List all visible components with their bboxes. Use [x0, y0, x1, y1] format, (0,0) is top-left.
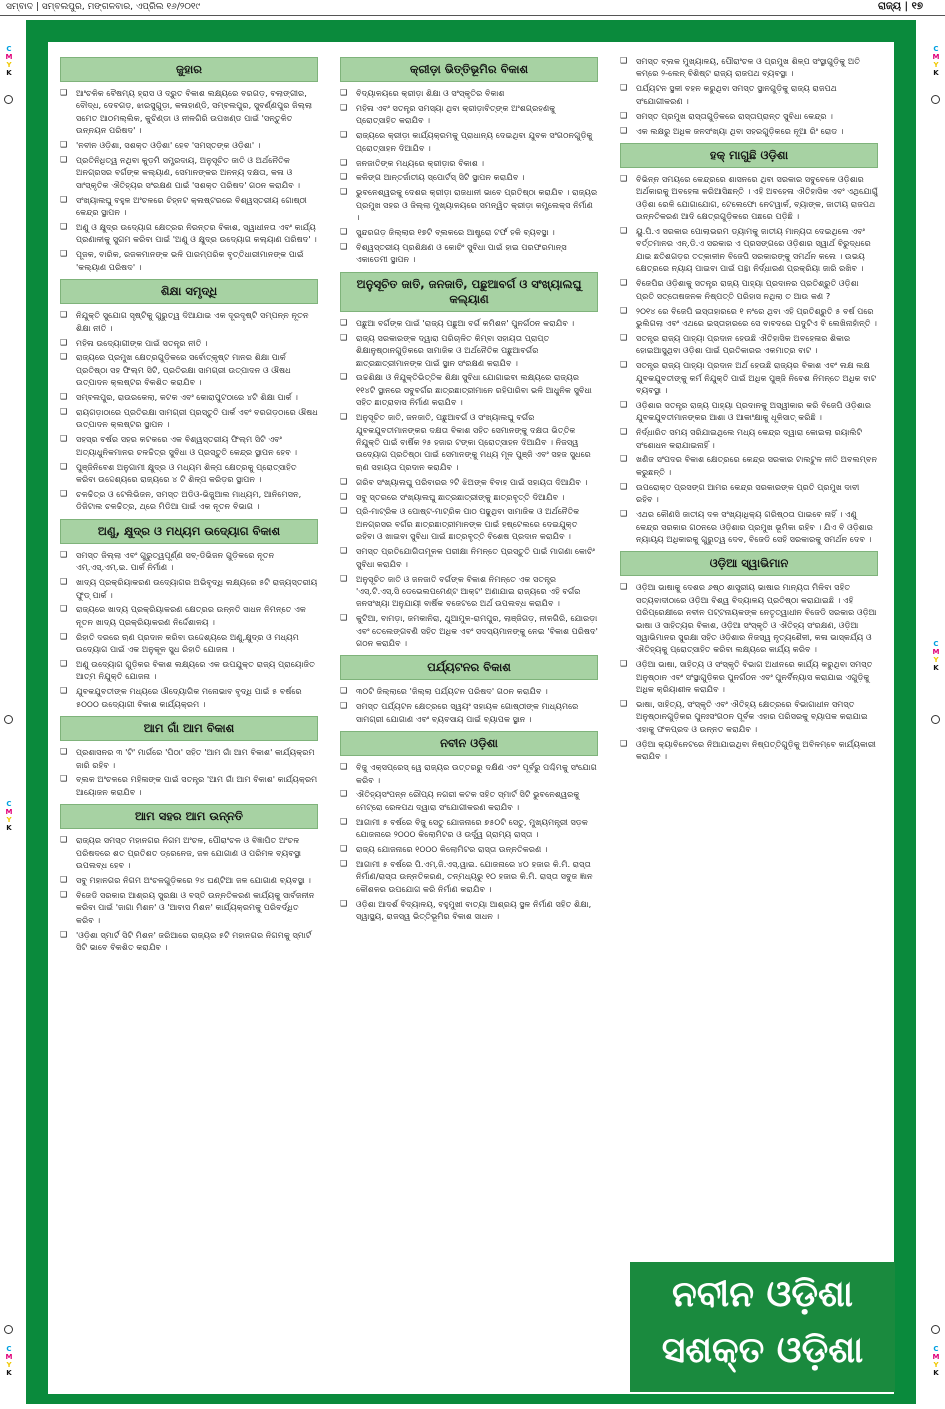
list-item: ❑ ଖାଦ୍ୟ ପ୍ରକ୍ରିୟାକରଣ ଉଦ୍ୟୋଗର ଅଭିବୃଦ୍ଧି ଲକ୍ଷ୍ୟରେ ୫ଟି ରାଜ୍ୟସ୍ତରୀୟ ଫୁଡ୍ ପାର୍କ ।: [60, 576, 318, 601]
list-item: ❑ ଜନଜାତିଙ୍କ ମଧ୍ୟରେ କ୍ରୀଡ଼ାର ବିକାଶ ।: [340, 157, 598, 169]
list-item: ❑ ଅଣୁ ଓ କ୍ଷୁଦ୍ର ଉଦ୍ୟୋଗ କ୍ଷେତ୍ରର ନିରନ୍ତର ବିକାଶ, ସ୍ୱାଧୀନତା ଏବଂ କାର୍ଯ୍ୟ ପ୍ରଣାଳୀକୁ ସୁଗମ କରିବା ପାଇଁ 'ଅଣୁ ଓ କ୍ଷୁଦ୍ର ଉଦ୍ୟୋଗ କଲ୍ୟାଣ ପରିଷଦ' ।: [60, 221, 318, 246]
section-heading: ହକ୍ ମାଗୁଛି ଓଡ଼ିଶା: [620, 143, 878, 168]
list-item: ❑ ଆଗାମୀ ୫ ବର୍ଷରେ ବିଜୁ ସେତୁ ଯୋଜନାରେ ୭୫୦ଟି ସେତୁ, ମୁଖ୍ୟମନ୍ତ୍ରୀ ସଡ଼କ ଯୋଜନାରେ ୨୦୦୦ କିଲୋମିଟର ଓ ଉର୍ଦ୍ଧ୍ୱ ଗ୍ରାମ୍ୟ ରାସ୍ତା ।: [340, 816, 598, 841]
list-item: ❑ ସହସ୍ର ବର୍ଷର ସହର କଟକରେ ଏକ ବିଶ୍ୱସ୍ତରୀୟ ଫିଲ୍ମ ସିଟି ଏବଂ ଅତ୍ୟାଧୁନିକମାନର ଚଳଚ୍ଚିତ୍ର ସୁବିଧା ଓ ପ୍ରସ୍ତୁତି କେନ୍ଦ୍ର ସ୍ଥାପନ ହେବ ।: [60, 433, 318, 458]
list-item: ❑ ଓଡ଼ିଶାର ସତନ୍ତ୍ର ରାଜ୍ୟ ପାହ୍ୟା ପ୍ରଦାନକୁ ଅସ୍ୱୀକାର କରି ବିଜେପି ଓଡ଼ିଶାର ଯୁବକଯୁବତୀମାନଙ୍କର ଆଶା ଓ ଆକାଂକ୍ଷାକୁ ଧୂଳିସାତ୍ କରିଛି ।: [620, 399, 878, 424]
list-item: ❑ ବିଭିନ୍ନ ସମୟରେ କେନ୍ଦ୍ରରେ ଶାସନରେ ଥିବା ସରକାର ସବୁବେଳେ ଓଡ଼ିଶାର ଅର୍ଥକାରକୁ ଅବହେଳା କରିଆସିଛନ୍ତି । ଏହି ଅବହେଳା ଐତିହାସିକ ଏବଂ ଏଥିଯୋଗୁଁ ଓଡ଼ିଶା ରେଳି ଯୋଗାଯୋଗ, ଟେଲେଫୋ ନେଟୱାର୍କ, ବ୍ୟାଙ୍କ, ଜାତୀୟ ରାଜପଥ ଉନ୍ନତିକରଣ ଆଦି କ୍ଷେତ୍ରଗୁଡ଼ିକରେ ପଛରେ ପଡ଼ିଛି ।: [620, 173, 878, 223]
registration-mark-icon: [931, 1325, 940, 1334]
section-heading: ପର୍ଯ୍ୟଟନର ବିକାଶ: [340, 655, 598, 680]
registration-mark-icon: [4, 1325, 13, 1334]
slogan-line-2: ସଶକ୍ତ ଓଡ଼ିଶା: [661, 1330, 864, 1371]
list-item: ❑ ସଂଖ୍ୟାଲଘୁ ବହୁଳ ଅଂଚଳରେ ଚିହ୍ନଟ କ୍ଲଷ୍ଟରରେ ବିଶ୍ୱସ୍ତରୀୟ ଗୋଷ୍ଠୀ କେନ୍ଦ୍ର ସ୍ଥାପନ ।: [60, 194, 318, 219]
list-item: ❑ ସମସ୍ତ ବ୍ଲକ ମୁଖ୍ୟାଳୟ, ପୌରାଂଚଳ ଓ ପ୍ରମୁଖ ଶିଳ୍ପ ସଂସ୍ଥାଗୁଡ଼ିକୁ ଅତି କମ୍ରେ ୨-ଲେନ୍ ବିଶିଷ୍ଟ ରାଜ୍ୟ ରାଜପଥ ବ୍ୟବସ୍ଥା ।: [620, 55, 878, 80]
list-item: ❑ ଐତିହ୍ୟସଂପନ୍ନ ରୌପ୍ୟ ନଗରୀ କଟକ ସହିତ ସ୍ମାର୍ଟ ସିଟି ଭୁବନେଶ୍ୱରକୁ ମେଟ୍ରୋ ରେଳପଥ ଦ୍ୱାରା ସଂଯୋଗୀକରଣ କରାଯିବ ।: [340, 788, 598, 813]
list-item: ❑ କଳିଙ୍ଗ ଆନ୍ତର୍ଜାତୀୟ ସ୍ପୋର୍ଟସ୍ ସିଟି ସ୍ଥାପନ କରାଯିବ ।: [340, 171, 598, 183]
section-heading: ଆମ ସହର ଆମ ଉନ୍ନତି: [60, 804, 318, 829]
section-heading: କ୍ରୀଡ଼ା ଭିତ୍ତିଭୂମିର ବିକାଶ: [340, 57, 598, 82]
list-item: ❑ ସତନ୍ତ୍ର ରାଜ୍ୟ ପାହ୍ୟା ପ୍ରଦାନ ଅର୍ଥ ହେଉଛି ରାଜ୍ୟର ବିକାଶ ଏବଂ ଲକ୍ଷ ଲକ୍ଷ ଯୁବକଯୁବତୀଙ୍କୁ କର୍ମ ନିଯୁକ୍ତି ପାଇଁ ଅଧିକ ପୁଞ୍ଜି ନିବେଶ ନିମନ୍ତେ ଅଧିକ ବାଟ ବ୍ୟବସ୍ଥା ।: [620, 359, 878, 396]
list-item: ❑ ପୂଜକ, ବାରିକ, ରଜକମାନଙ୍କ ଭଳି ପାରମ୍ପରିକ ବୃତ୍ତିଧାରୀମାନଙ୍କ ପାଇଁ 'କଲ୍ୟାଣ ପରିଷଦ' ।: [60, 248, 318, 273]
list-item: ❑ ଭାଷା, ସାହିତ୍ୟ, ସଂସ୍କୃତି ଏବଂ ଐତିହ୍ୟ କ୍ଷେତ୍ରରେ ବିଭାଗାଧୀନ ସମସ୍ତ ଅନୁଷ୍ଠାନଗୁଡ଼ିକର ପୁନଃସଂଗଠନ ପୂର୍ବକ ଏହାର ପରିସରକୁ ବ୍ୟାପକ କରାଯାଇ ଏହାକୁ ଫଳପ୍ରଦ ଓ ଉନ୍ନତ କରାଯିବ ।: [620, 698, 878, 735]
list-item: ❑ ଏଥର କୌଣସି ଜାତୀୟ ଦଳ ସଂଖ୍ୟାଧିକ୍ୟ ଗରିଷ୍ଠତା ପାଇବେ ନାହିଁ । ଏଣୁ କେନ୍ଦ୍ର ସରକାର ଗଠନରେ ଓଡ଼ିଶାର ପ୍ରମୁଖ ଭୂମିକା ରହିବ । ଯିଏ ବି ଓଡ଼ିଶାର ନ୍ୟାୟ୍ୟ ଅଧିକାରକୁ ଗୁରୁତ୍ୱ ଦେବ, ବିଜେଡି ସେହି ସରକାରକୁ ସମର୍ଥନ ଦେବ ।: [620, 508, 878, 545]
list-item: ❑ ଅଣୁ ଉଦ୍ୟୋଗ ଗୁଡ଼ିକର ବିକାଶ ଲକ୍ଷ୍ୟରେ ଏକ ଉପଯୁକ୍ତ ରାଜ୍ୟ ପ୍ରାୟୋଜିତ ଆତ୍ମ ନିଯୁକ୍ତି ଯୋଜନା ।: [60, 658, 318, 683]
cmyk-color-bar: C M Y K: [932, 1345, 940, 1377]
list-item: ❑ ପ୍ରଶାସନର ୩ 'ଟି' ମାର୍ଗରେ 'ପିଠା' ସହିତ 'ଆମ ଗାଁ ଆମ ବିକାଶ' କାର୍ଯ୍ୟକ୍ରମ ଜାରି ରହିବ ।: [60, 746, 318, 771]
bullet-list: [60, 309, 318, 513]
list-item: ❑ ବିଜୁ ଏକ୍ସପ୍ରେସ୍ ୱେ ରାଜ୍ୟର ଉତ୍ତରରୁ ଦକ୍ଷିଣ ଏବଂ ପୂର୍ବରୁ ପଶ୍ଚିମକୁ ସଂଯୋଗ କରିବ ।: [340, 761, 598, 786]
list-item: ❑ ସମସ୍ତ ପ୍ରତିଯୋଗିତାମୂଳକ ପରୀକ୍ଷା ନିମନ୍ତେ ପ୍ରସ୍ତୁତି ପାଇଁ ମାଗଣା କୋଚିଂ ସୁବିଧା କରାଯିବ ।: [340, 545, 598, 570]
header-page-number: ରାଜ୍ୟ | ୧୭: [877, 1, 923, 12]
section-heading: ଜୁହାର: [60, 57, 318, 82]
list-item: ❑ ସମସ୍ତ ଜିଲ୍ଲା ଏବଂ ଗୁରୁତ୍ୱପୂର୍ଣ୍ଣ ସବ୍-ଡିଭିଜନ ଗୁଡ଼ିକରେ ନୂତନ ଏମ୍.ଏସ୍.ଏମ୍.ଇ. ପାର୍କ ନିର୍ମାଣ ।: [60, 549, 318, 574]
list-item: ❑ ଭୁବନେଶ୍ୱରକୁ ଦେଶର କ୍ରୀଡ଼ା ରାଜଧାନୀ ଭାବେ ପ୍ରତିଷ୍ଠା କରାଯିବ । ରାଜ୍ୟର ପ୍ରମୁଖ ସହର ଓ ଜିଲ୍ଲା ମୁଖ୍ୟାଳୟରେ ସମନ୍ୱିତ କ୍ରୀଡ଼ା କମ୍ପ୍ଲେକ୍ସ ନିର୍ମାଣ ।: [340, 186, 598, 223]
list-item: ❑ ରାଜ୍ୟରେ କ୍ରୀଡ଼ା କାର୍ଯ୍ୟକ୍ରମକୁ ପ୍ରାଧାନ୍ୟ ଦେଇଥିବା ଯୁବକ ସଂଗଠନଗୁଡ଼ିକୁ ପ୍ରୋତ୍ସାହନ ଦିଆଯିବ ।: [340, 129, 598, 154]
list-item: ❑ ପୁଞ୍ଜିନିବେଶ ଅନୁଗାମୀ କ୍ଷୁଦ୍ର ଓ ମଧ୍ୟମ ଶିଳ୍ପ କ୍ଷେତ୍ରକୁ ପ୍ରୋତ୍ସାହିତ କରିବା ଉଦ୍ଦେଶ୍ୟରେ ରାଜ୍ୟରେ ୪ ଟି ଶିଳ୍ପ କରିଡ଼ର ସ୍ଥାପନ ।: [60, 461, 318, 486]
list-item: ❑ ଆଗାମୀ ୫ ବର୍ଷରେ ପି.ଏମ୍.ଜି.ଏସ୍.ୱାଇ. ଯୋଜନାରେ ୪୦ ହଜାର କି.ମି. ରାସ୍ତା ନିର୍ମାଣ/ରାସ୍ତା ଉନ୍ନତିକରଣ, ତନ୍ମଧ୍ୟରୁ ୧୦ ହଜାର କି.ମି. ରାସ୍ତା ସବୁଜ ଜ୍ଞାନ କୌଶଳର ଉପଯୋଗ କରି ନିର୍ମାଣ କରାଯିବ ।: [340, 858, 598, 895]
list-item: ❑ ବିଶ୍ୱସ୍ତରୀୟ ପ୍ରଶିକ୍ଷଣ ଓ କୋଚିଂ ସୁବିଧା ପାଇଁ ହାଇ ପରଫରମାନ୍ସ ଏକାଡେମୀ ସ୍ଥାପନ ।: [340, 241, 598, 266]
list-item: ❑ ନିର୍ଦ୍ଧାରିତ ସମୟ ସରିଯାଇଥିଲେ ମଧ୍ୟ କେନ୍ଦ୍ର ଦ୍ୱାରା କୋଇଲା ରୟାଲିଟି ସଂଶୋଧନ କରାଯାଇନାହିଁ ।: [620, 426, 878, 451]
list-item: ❑ ସମସ୍ତ ପର୍ଯ୍ୟଟନ କ୍ଷେତ୍ରରେ ସ୍ୱୟଂ ସହାୟକ ଗୋଷ୍ଠୀଙ୍କ ମାଧ୍ୟମରେ ସାମଗ୍ରୀ ଯୋଗାଣ ଏବଂ ବ୍ୟବସାୟ ପାଇଁ ବ୍ୟାପକ ସ୍ଥାନ ।: [340, 700, 598, 725]
header-rule: [0, 15, 945, 16]
bullet-list: [620, 581, 878, 762]
list-item: ❑ ଉପରୋକ୍ତ ପ୍ରସଙ୍ଗ ଆମର କେନ୍ଦ୍ର ସରକାରଙ୍କ ପ୍ରତି ପ୍ରମୁଖ ଦାବୀ ରହିବ ।: [620, 481, 878, 506]
list-item: ❑ ସବୁ ସ୍ତରରେ ସଂଖ୍ୟାଲଘୁ ଛାତ୍ରଛାତ୍ରୀଙ୍କୁ ଛାତ୍ରବୃତ୍ତି ଦିଆଯିବ ।: [340, 491, 598, 503]
list-item: ❑ ଯୁବକଯୁବତୀଙ୍କ ମଧ୍ୟରେ ଔଦ୍ୟୋଗିକ ମନୋଭାବ ବୃଦ୍ଧି ପାଇଁ ୫ ବର୍ଷରେ ୫୦୦୦ ଉଦ୍ୟୋଗୀ ବିକାଶ କାର୍ଯ୍ୟକ୍ରମ ।: [60, 685, 318, 710]
list-item: ❑ ରିହାତି ଦରରେ ଋଣ ପ୍ରଦାନ କରିବା ଉଦ୍ଦେଶ୍ୟରେ ଅଣୁ,କ୍ଷୁଦ୍ର ଓ ମଧ୍ୟମ ଉଦ୍ୟୋଗ ପାଇଁ ଏକ ଅନୁକୂଳ ସୁଧ ରିହାତି ଯୋଜନା ।: [60, 631, 318, 656]
list-item: ❑ ସମସ୍ତ ପ୍ରମୁଖ ରାସ୍ତାଗୁଡ଼ିକରେ ରାସ୍ତାପ୍ରାନ୍ତ ସୁବିଧା କେନ୍ଦ୍ର ।: [620, 110, 878, 122]
list-item: ❑ ଓଡ଼ିଆ ଭାଷାକୁ ଦେଶର ୬ଷ୍ଠ ଶାସ୍ତ୍ରୀୟ ଭାଷାର ମାନ୍ୟତା ମିଳିବା ସହିତ ସତ୍ୟବାଦୀଠାରେ ଓଡ଼ିଆ ବିଶ୍ୱ ବିଦ୍ୟାଳୟ ପ୍ରତିଷ୍ଠା କରାଯାଇଛି । ଏହି ପରିପ୍ରେକ୍ଷୀରେ ନବୀନ ପଟ୍ଟନାୟକଙ୍କ ନେତୃତ୍ୱାଧୀନ ବିଜେଡି ସରକାର ଓଡ଼ିଆ ଭାଷା ଓ ସାହିତ୍ୟର ବିକାଶ, ଓଡ଼ିଆ ସଂସ୍କୃତି ଓ ଐତିହ୍ୟ ସଂରକ୍ଷଣ, ଓଡ଼ିଆ ସ୍ୱାଭିମାନର ସୁରକ୍ଷା ସହିତ ଓଡ଼ିଶାର ନିଜସ୍ୱ ନୃତ୍ୟଶୈଳୀ, କଳା ଭାସ୍କର୍ଯ୍ୟ ଓ ଐତିହ୍ୟକୁ ପ୍ରୋତ୍ସାହିତ କରିବା ଲକ୍ଷ୍ୟରେ କାର୍ଯ୍ୟ କରିବ ।: [620, 581, 878, 655]
list-item: ❑ ଚଳଚ୍ଚିତ୍ର ଓ ଟେଲିଭିଜନ, ସମସ୍ତ ଅଡିଓ-ଭିଜୁଆଲ ମାଧ୍ୟମ, ଆନିମେସନ, ଡିଜିଟାଲ ଚଳଚ୍ଚିତ୍ର, ଥ୍ରେ ମିଡିଆ ପାଇଁ ଏକ ନୂତନ ବିଭାଗ ।: [60, 488, 318, 513]
article-column-3: [620, 55, 878, 769]
list-item: ❑ ନିଯୁକ୍ତି ସୁଯୋଗ ସୃଷ୍ଟିକୁ ଗୁରୁତ୍ୱ ଦିଆଯାଇ ଏକ ଦୂରଦୃଷ୍ଟି ସମ୍ପନ୍ନ ନୂତନ ଶିକ୍ଷା ନୀତି ।: [60, 309, 318, 334]
article-column-1: [60, 55, 318, 959]
list-item: ❑ ସତନ୍ତ୍ର ରାଜ୍ୟ ପାହ୍ୟା ପ୍ରଦାନ ହେଉଛି ଐତିହାସିକ ଅବହେଳାର ଶିକାର ହୋଇଆସୁଥିବା ଓଡ଼ିଶା ପାଇଁ ପ୍ରତିକାରର ଏକମାତ୍ର ବାଟ ।: [620, 332, 878, 357]
section-heading: ଆମ ଗାଁ ଆମ ବିକାଶ: [60, 716, 318, 741]
section-heading: ଓଡ଼ିଆ ସ୍ୱାଭିମାନ: [620, 551, 878, 576]
section-heading: ଅଣୁ, କ୍ଷୁଦ୍ର ଓ ମଧ୍ୟମ ଉଦ୍ୟୋଗ ବିକାଶ: [60, 519, 318, 544]
cmyk-color-bar: C M Y K: [5, 800, 13, 832]
slogan-line-1: ନବୀନ ଓଡ଼ିଶା: [671, 1274, 853, 1315]
list-item: ❑ ସବୁ ମହାନଗର ନିଗମ ଅଂଚଳଗୁଡ଼ିକରେ ୨୪ ଘଣ୍ଟିଆ ଜଳ ଯୋଗାଣ ବ୍ୟବସ୍ଥା ।: [60, 874, 318, 886]
list-item: ❑ ସମ୍ବଲପୁର, ରାଉରକେଲା, କଟକ ଏବଂ କୋରାପୁଟଠାରେ ୪ଟି ଶିକ୍ଷା ପାର୍କ ।: [60, 391, 318, 403]
registration-mark-icon: [4, 95, 13, 104]
registration-mark-icon: [931, 715, 940, 724]
list-item: ❑ 'ନବୀନ ଓଡ଼ିଶା, ସଶକ୍ତ ଓଡ଼ିଶା' ହେବ 'ସମସ୍ତଙ୍କ ଓଡ଼ିଶା' ।: [60, 139, 318, 151]
slogan-banner: [630, 1262, 895, 1392]
bullet-list: [620, 173, 878, 545]
bullet-list: [60, 87, 318, 273]
list-item: ❑ ଆଂଚଳିକ ବୈଷମ୍ୟ ହ୍ରାସ ଓ ଦ୍ରୁତ ବିକାଶ ଲକ୍ଷ୍ୟରେ ବରଗଡ଼, ବଲାଙ୍ଗୀର, ବୌଦ୍ଧ, ଦେବଗଡ଼, ଝାରସୁଗୁଡ଼ା, କଳାହାଣ୍ଡି, ସମ୍ବଲପୁର, ସୁବର୍ଣ୍ଣପୁର ଜିଲ୍ଲା ସମେତ ଆଠମଲ୍ଲିକ, କୁଚିଣ୍ଡା ଓ ନୀଳଗିରି ଉପଖଣ୍ଡ ପାଇଁ 'ସନ୍ତୁଳିତ ଉନ୍ନୟନ ପରିଷଦ' ।: [60, 87, 318, 137]
bullet-list: [60, 834, 318, 953]
list-item: ❑ ୨୦୧୪ ରେ ବିଜେପି ଇସ୍ତାହାରରେ ୧ ନଂରେ ଥିବା ଏହି ପ୍ରତିଶ୍ରୁତି ୫ ବର୍ଷ ପରେ ଭୁଲିଗଲା ଏବଂ ଏଥରେ ଇସ୍ତାହାରରେ ସେ ବାବଦରେ ପଦୁଟିଏ ବି ଲେଖିନାହାଁନ୍ତି ।: [620, 305, 878, 330]
section-heading: ଅନୁସୂଚିତ ଜାତି, ଜନଜାତି, ପଛୁଆବର୍ଗ ଓ ସଂଖ୍ୟାଲଘୁ କଲ୍ୟାଣ: [340, 272, 598, 312]
list-item: ❑ ପଛୁଆ ବର୍ଗଙ୍କ ପାଇଁ 'ରାଜ୍ୟ ପଛୁଆ ବର୍ଗ କମିଶନ' ପୁନର୍ଗଠନ କରାଯିବ ।: [340, 317, 598, 329]
section-heading: ଶିକ୍ଷା ସମୃଦ୍ଧି: [60, 279, 318, 304]
bullet-list: [340, 87, 598, 266]
bullet-list: [340, 317, 598, 650]
list-item: ❑ ବିଜେପିର ଓଡ଼ିଶାକୁ ସତନ୍ତ୍ର ରାଜ୍ୟ ପାହ୍ୟା ପ୍ରଦାନର ପ୍ରତିଶ୍ରୁତି ଓଡ଼ିଶା ପ୍ରତି ସତ୍ତୋଷଜନକ ନିଷ୍ପତ୍ତି ପରିହାସ ନଥିଲା ତ ଆଉ କଣ ?: [620, 277, 878, 302]
registration-mark-icon: [931, 95, 940, 104]
list-item: ❑ ଓଡ଼ିଆ ଭାଷା, ସାହିତ୍ୟ ଓ ସଂସ୍କୃତି ବିଭାଗ ଅଧୀନରେ କାର୍ଯ୍ୟ କରୁଥିବା ସମସ୍ତ ଅନୁଷ୍ଠାନ ଏବଂ ସଂସ୍ଥାଗୁଡ଼ିକର ପୁନର୍ଗଠନ ଏବଂ ପୁନର୍ବିନ୍ୟାସ କରାଯାଇ ଏଗୁଡ଼ିକୁ ଅଧିକ କ୍ରିୟାଶୀଳ କରାଯିବ ।: [620, 658, 878, 695]
list-item: ❑ ଏକ ଲକ୍ଷରୁ ଅଧିକ ଜନସଂଖ୍ୟା ଥିବା ସହରଗୁଡ଼ିକରେ ନୂଆ ରିଂ ରୋଡ ।: [620, 125, 878, 137]
list-item: ❑ ରାଜ୍ୟରେ ଖାଦ୍ୟ ପ୍ରକ୍ରିୟାକରଣ କ୍ଷେତ୍ରର ଉନ୍ନତି ସାଧନ ନିମନ୍ତେ ଏକ ନୂତନ ଖାଦ୍ୟ ପ୍ରକ୍ରିୟାକରଣ ନିର୍ଦ୍ଦେଶାଳୟ ।: [60, 603, 318, 628]
cmyk-color-bar: C M Y K: [932, 640, 940, 672]
list-item: ❑ କୁଟିଆ, ବାମଡ଼ା, ଜମକାନିରା, ଥୁଆମୁଳ-ରାମପୁର, ଲାଞ୍ଜିଗଡ଼, ନୀଳଗିରି, ଯୋରଡ଼ା ଏବଂ ତେଲେଙ୍ଗବଣି ସହିତ ଅଧିକ ଏବଂ ସଦସ୍ୟମାନଙ୍କୁ ନେଇ 'ବିକାଶ ପରିଷଦ' ଗଠନ କରାଯିବ ।: [340, 612, 598, 649]
list-item: ❑ ପ୍ରି-ମାଟ୍ରିକ ଓ ପୋଷ୍ଟ-ମାଟ୍ରିକ ପାଠ ପଢୁଥିବା ସାମାଜିକ ଓ ଅର୍ଥନୈତିକ ଅନଗ୍ରସର ବର୍ଗର ଛାତ୍ରଛାତ୍ରୀମାନଙ୍କ ପାଇଁ ହଷ୍ଟେଲରେ ଦେଇଯୁକ୍ତ ରହିବା ଓ ଖାଇବା ସୁବିଧା ପାଇଁ ଛାତ୍ରବୃତ୍ତି ବିଶେଷ ପ୍ରଦାନ କରାଯିବ ।: [340, 505, 598, 542]
list-item: ❑ ରାଜ୍ୟ ସରକାରଙ୍କ ଦ୍ୱାରା ପରିଚାଳିତ କିମ୍ବା ସହାୟତା ପ୍ରାପ୍ତ ଶିକ୍ଷାନୁଷ୍ଠାନଗୁଡ଼ିକରେ ସାମାଜିକ ଓ ଅର୍ଥନୈତିକ ପଛୁଆବର୍ଗର ଛାତ୍ରଛାତ୍ରୀମାନଙ୍କ ପାଇଁ ସ୍ଥାନ ସଂରକ୍ଷଣ କରାଯିବ ।: [340, 332, 598, 369]
list-item: ❑ ରାୟଗଡ଼ାଠାରେ ପ୍ରତିରକ୍ଷା ସାମଗ୍ରୀ ପ୍ରସ୍ତୁତି ପାର୍କ ଏବଂ ବରଗଡ଼ଠାରେ ଔଷଧ ଉତ୍ପାଦନ କ୍ଲଷ୍ଟର ସ୍ଥାପନ ।: [60, 406, 318, 431]
list-item: ❑ ଅନୁସୂଚିତ ଜାତି ଓ ଜନଜାତି ବର୍ଗଙ୍କ ବିକାଶ ନିମନ୍ତେ ଏକ ସତନ୍ତ୍ର 'ଏସ୍.ଟି.ଏସ୍.ସି ଡେଭେଲପମେଣ୍ଟ ଆକ୍ଟ' ଅଣାଯାଇ ରାଜ୍ୟରେ ଏହି ବର୍ଗର ଜନସଂଖ୍ୟା ଅନୁଯାୟୀ ବାର୍ଷିକ ବଜେଟରେ ଅର୍ଥ ଉପଲବ୍ଧ କରାଯିବ ।: [340, 573, 598, 610]
bullet-list: [60, 746, 318, 798]
bullet-list: [340, 761, 598, 922]
list-item: ❑ ମହିଳା ଏବଂ ସତନ୍ତ୍ର ସମସ୍ୟା ଥିବା କ୍ରୀଡ଼ାବିତ୍ଙ୍କ ଅଂଶଗ୍ରହଣକୁ ପ୍ରୋତ୍ସାହିତ କରାଯିବ ।: [340, 102, 598, 127]
bullet-list: [340, 685, 598, 725]
bullet-list: [620, 55, 878, 137]
list-item: ❑ ଉଚ୍ଚଶିକ୍ଷା ଓ ନିଯୁକ୍ତିଭିତ୍ତିକ ଶିକ୍ଷା ସୁବିଧା ଯୋଗାଇବା ଲକ୍ଷ୍ୟରେ ରାଜ୍ୟର ୧୧୪ଟି ସ୍ଥାନରେ ସବୁବର୍ଗର ଛାତ୍ରଛାତ୍ରୀମାନେ ରହିପାରିବା ଭଳି ଆଧୁନିକ ସୁବିଧା ସହିତ ଛାତ୍ରାବାସ ନିର୍ମାଣ କରାଯିବ ।: [340, 371, 598, 408]
header-dateline: ସମ୍ବାଦ | ସମ୍ବଲପୁର, ମଙ୍ଗଳବାର, ଏପ୍ରିଲ ୧୬/୨୦୧୯: [6, 2, 201, 12]
list-item: ❑ ଅନୁସୂଚିତ ଜାତି, ଜନଜାତି, ପଛୁଆବର୍ଗ ଓ ସଂଖ୍ୟାଲଘୁ ବର୍ଗର ଯୁବକଯୁବତୀମାନଙ୍କର ଦକ୍ଷତା ବିକାଶ ସହିତ ସେମାନଙ୍କୁ ଦକ୍ଷତା ଭିତ୍ତିକ ନିଯୁକ୍ତି ପାଇଁ ବାର୍ଷିକ ୨୫ ହଜାର ଟଙ୍କା ପ୍ରୋତ୍ସାହନ ଦିଆଯିବ । ନିଜସ୍ୱ ଉଦ୍ୟୋଗ ପ୍ରତିଷ୍ଠା ପାଇଁ ସେମାନଙ୍କୁ ମଧ୍ୟ ମୂଳ ପୁଞ୍ଜି ଏବଂ ସହଜ ସୁଧରେ ଋଣ ସହାୟତା ପ୍ରଦାନ କରାଯିବ ।: [340, 411, 598, 473]
list-item: ❑ ଖଣିଜ ସଂପଦର ବିକାଶ କ୍ଷେତ୍ରରେ କେନ୍ଦ୍ର ସରକାର ଟାଲଟୁଳ ନୀତି ଅବଲମ୍ବନ କରୁଛନ୍ତି ।: [620, 453, 878, 478]
list-item: ❑ ଗରିବ ସଂଖ୍ୟାଲଘୁ ପରିବାରର ୨ଟି ଝିଅଙ୍କ ବିବାହ ପାଇଁ ସହାୟତା ଦିଆଯିବ ।: [340, 476, 598, 488]
bullet-list: [60, 549, 318, 710]
list-item: ❑ ଓଡ଼ିଆ କ୍ୟାବିନେଟରେ ନିଆଯାଇଥିବା ନିଷ୍ପତ୍ତିଗୁଡ଼ିକୁ ଅବିଳମ୍ବେ କାର୍ଯ୍ୟକାରୀ କରାଯିବ ।: [620, 738, 878, 763]
registration-mark-icon: [4, 715, 13, 724]
list-item: ❑ ପ୍ରତିନିଧିତ୍ୱ ନଥିବା କୁଡ଼ମି ସମ୍ପ୍ରଦାୟ, ଅନୁସୂଚିତ ଜାତି ଓ ଅର୍ଥନୈତିକ ଅନଗ୍ରସର ବର୍ଗଙ୍କ କଲ୍ୟାଣ, ସେମାନଙ୍କର ଅନନ୍ୟ ଦକ୍ଷତା, କଳା ଓ ସାଂସ୍କୃତିକ ଐତିହ୍ୟର ସଂରକ୍ଷଣ ପାଇଁ 'ସଶକ୍ତ ପରିଷଦ' ଗଠନ କରାଯିବ ।: [60, 154, 318, 191]
list-item: ❑ ରାଜ୍ୟ ଯୋଜନାରେ ୧୦୦୦ କିଲୋମିଟର ରାସ୍ତା ଉନ୍ନତିକରଣ ।: [340, 843, 598, 855]
list-item: ❑ ସୁନ୍ଦରଗଡ଼ ଜିଲ୍ଲାର ୧୭ଟି ବ୍ଲକରେ ଆଷ୍ଟ୍ରୋ ଟର୍ଫ ହକି ବ୍ୟବସ୍ଥା ।: [340, 226, 598, 238]
list-item: ❑ ବିଜେଡି ସରକାର ଆଶ୍ରୟ ସୁରକ୍ଷା ଓ ବସ୍ତି ଉନ୍ନତିକରଣ କାର୍ଯ୍ୟକୁ ସାର୍ବଜନୀନ କରିବା ପାଇଁ 'ଜାଗା ମିଶନ' ଓ 'ଆବାସ ମିଶନ' କାର୍ଯ୍ୟକ୍ରମକୁ ପରିବର୍ଦ୍ଧିତ କରିବ ।: [60, 889, 318, 926]
list-item: ❑ ଓଡ଼ିଶା ଆଦର୍ଶ ବିଦ୍ୟାଳୟ, ବହୁମୁଖୀ ବାତ୍ୟା ଆଶ୍ରୟ ସ୍ଥଳ ନିର୍ମାଣ ସହିତ ଶିକ୍ଷା, ସ୍ୱାସ୍ଥ୍ୟ, ରାଜସ୍ୱ ଭିତ୍ତିଭୂମିର ବିକାଶ ସାଧନ ।: [340, 898, 598, 923]
list-item: ❑ ବ୍ଲକ ଅଂଚଳରେ ମହିଳାଙ୍କ ପାଇଁ ସତନ୍ତ୍ର 'ଆମ ଗାଁ ଆମ ବିକାଶ' କାର୍ଯ୍ୟକ୍ରମ ଆୟୋଜନ କରାଯିବ ।: [60, 773, 318, 798]
list-item: ❑ 'ଓଡ଼ିଶା ସ୍ମାର୍ଟ ସିଟି ମିଶନ' ଜରିଆରେ ରାଜ୍ୟର ୫ଟି ମହାନଗର ନିଗମକୁ ସ୍ମାର୍ଟ ସିଟି ଭାବେ ବିକଶିତ କରାଯିବ ।: [60, 929, 318, 954]
list-item: ❑ ୟୁ.ପି.ଏ ସରକାର ପୋଲାଭରମ ଡ୍ୟାମକୁ ଜାତୀୟ ମାନ୍ୟତା ଦେଇଥିଲେ ଏବଂ ବର୍ତ୍ତମାନର ଏନ୍.ଡି.ଏ ସରକାର ଏ ପ୍ରସଙ୍ଗରେ ଓଡ଼ିଶାର ସ୍ୱାର୍ଥ ବିରୁଦ୍ଧରେ ଯାଇ ଛତିଶଗଡ଼ର ତତ୍କାଳୀନ ବିଜେପି ସରକାରଙ୍କୁ ସମର୍ଥନ କଲେ । ଉଭୟ କ୍ଷେତ୍ରରେ ନ୍ୟାୟ ପାଇବା ପାଇଁ ପନ୍ଥା ନିର୍ଦ୍ଧାରଣ ପ୍ରକ୍ରିୟା ଜାରି ରଖିବ ।: [620, 225, 878, 275]
list-item: ❑ ୩୦ଟି ଜିଲ୍ଲାରେ 'ଜିଲ୍ଲା ପର୍ଯ୍ୟଟନ ପରିଷଦ' ଗଠନ କରାଯିବ ।: [340, 685, 598, 697]
cmyk-color-bar: C M Y K: [5, 45, 13, 77]
page-header: [0, 0, 945, 16]
article-column-2: [340, 55, 598, 929]
list-item: ❑ ପର୍ଯ୍ୟଟନ ସ୍ଥଳୀ ବହନ କରୁଥିବା ସମସ୍ତ ସ୍ଥାନଗୁଡ଼ିକୁ ରାଜ୍ୟ ରାଜପଥ ସଂଯୋଗୀକରଣ ।: [620, 82, 878, 107]
cmyk-color-bar: C M Y K: [5, 1345, 13, 1377]
list-item: ❑ ରାଜ୍ୟରେ ପ୍ରମୁଖ କ୍ଷେତ୍ରଗୁଡ଼ିକରେ ସର୍ବୋତ୍କୃଷ୍ଟ ମାନର ଶିକ୍ଷା ପାର୍କ ପ୍ରତିଷ୍ଠା ସହ ଫିଲ୍ମ ସିଟି, ପ୍ରତିରକ୍ଷା ସାମଗ୍ରୀ ଉତ୍ପାଦନ ଓ ଔଷଧ ଉତ୍ପାଦନ କ୍ଲଷ୍ଟର ବିକଶିତ କରାଯିବ ।: [60, 351, 318, 388]
section-heading: ନବୀନ ଓଡ଼ିଶା: [340, 731, 598, 756]
list-item: ❑ ରାଜ୍ୟର ସମସ୍ତ ମହାନଗର ନିଗମ ଅଂଚଳ, ପୌରାଂଚଳ ଓ ବିଜ୍ଞାପିତ ଅଂଚଳ ପରିଷଦରେ ଶତ ପ୍ରତିଶତ ଡ୍ରେନେଜ, ଜଳ ଯୋଗାଣ ଓ ପରିମଳ ବ୍ୟବସ୍ଥା ଉପଲବ୍ଧ ହେବ ।: [60, 834, 318, 871]
list-item: ❑ ମହିଳା ଉଦ୍ୟୋଗୀଙ୍କ ପାଇଁ ସତନ୍ତ୍ର ନୀତି ।: [60, 337, 318, 349]
cmyk-color-bar: C M Y K: [932, 45, 940, 77]
list-item: ❑ ବିଦ୍ୟାଳୟରେ କ୍ରୀଡ଼ା ଶିକ୍ଷା ଓ ସଂସ୍କୃତିର ବିକାଶ: [340, 87, 598, 99]
